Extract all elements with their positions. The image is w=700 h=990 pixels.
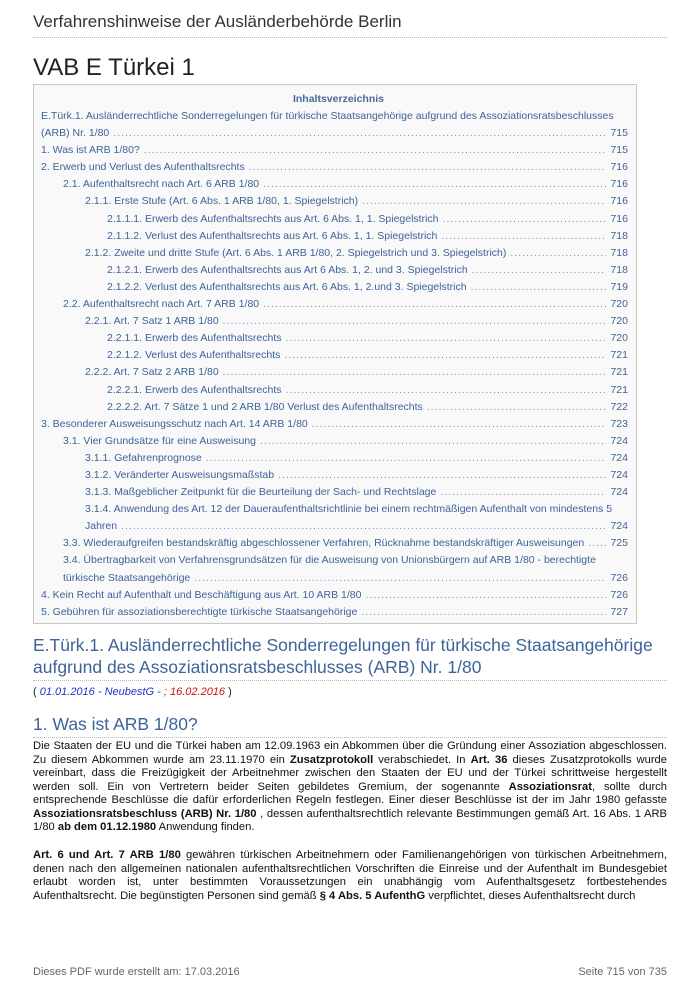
toc-leader-dots <box>260 433 606 450</box>
toc-entry[interactable] <box>41 176 636 193</box>
toc-leader-dots <box>206 450 607 467</box>
toc-entry-34[interactable] <box>41 570 636 587</box>
toc-leader-dots <box>588 535 606 552</box>
toc-entry-label: 2.2.2.2. Art. 7 Sätze 1 und 2 ARB 1/80 Verlust des Aufenthaltsrechts <box>107 400 423 413</box>
toc-entry[interactable] <box>41 313 636 330</box>
toc-leader-dots <box>440 484 606 501</box>
section-divider <box>33 680 667 681</box>
header-divider <box>33 37 667 38</box>
version-note <box>33 686 232 698</box>
toc-leader-dots <box>113 125 606 142</box>
version-open: ( <box>33 686 40 698</box>
toc-entry-page: 716 <box>610 195 628 208</box>
section-heading: E.Türk.1. Ausländerrechtliche Sonderregelungen für türkische Staatsangehörige aufgrund des Assoziationsratsbeschlusses (ARB) Nr. 1/80 <box>33 635 653 677</box>
bold-term: § 4 Abs. 5 AufenthG <box>319 889 426 902</box>
toc-leader-dots <box>144 142 607 159</box>
text-run: verabschiedet. In <box>373 753 471 766</box>
toc-entry-label: 2.2. Aufenthaltsrecht nach Art. 7 ARB 1/80 <box>63 298 260 311</box>
toc-entry-34-line1[interactable]: 3.4. Übertragbarkeit von Verfahrensgrundsätzen für die Ausweisung von Unionsbürgern auf ARB 1/80 - berechtigte <box>63 554 596 567</box>
toc-entry[interactable] <box>41 587 636 604</box>
toc-heading: Inhaltsverzeichnis <box>292 93 385 105</box>
toc-entry-label: 2.2.1.2. Verlust des Aufenthaltsrechts <box>107 349 281 362</box>
toc-leader-dots <box>286 330 607 347</box>
toc-leader-dots <box>471 279 607 296</box>
toc-entry-page: 721 <box>610 366 628 379</box>
toc-leader-dots <box>286 382 607 399</box>
toc-entry-etuerk1[interactable] <box>41 125 636 142</box>
toc-entry-label: 3.1.3. Maßgeblicher Zeitpunkt für die Beurteilung der Sach- und Rechtslage <box>85 486 437 499</box>
toc-entry-page: 724 <box>610 486 628 499</box>
toc-entry-page: 720 <box>610 315 628 328</box>
toc-entry-label: 2.2.2.1. Erwerb des Aufenthaltsrechts <box>107 383 282 396</box>
toc-entry-page: 715 <box>610 144 628 157</box>
toc-entry[interactable] <box>41 279 636 296</box>
toc-entry[interactable] <box>41 347 636 364</box>
toc-entry[interactable] <box>41 416 636 433</box>
text-run: Die Staaten der EU und die Türkei haben am 12.09.1963 ein Abkommen über die Gründung einer Assoziation abgeschlossen. Zu diesem Abkommen wurde am 23.11.1970 ein <box>33 740 667 766</box>
toc-entry-page: 716 <box>610 178 628 191</box>
toc-leader-dots <box>361 604 606 621</box>
toc-entry-page: 724 <box>610 520 628 533</box>
toc-leader-dots <box>441 228 606 245</box>
toc-entry[interactable] <box>41 262 636 279</box>
text-run: dieses Zusatzprotokolls wurde vereinbart, dass die Freizügigkeit der Arbeitnehmer zwischen den Staaten der EU und der Türkei schrittweise hergestellt werden soll. Ein von Vertretern beider Seiten gebildetes Gremium, der sogenannte <box>33 753 667 793</box>
toc-entry-page: 722 <box>610 400 628 413</box>
toc-leader-dots <box>194 570 606 587</box>
toc-entry[interactable] <box>41 433 636 450</box>
toc-leader-dots <box>121 518 606 535</box>
toc-entry[interactable] <box>41 399 636 416</box>
toc-entry[interactable] <box>41 535 636 552</box>
toc-entry-page: 724 <box>610 434 628 447</box>
toc-entry-label: (ARB) Nr. 1/80 <box>41 127 110 140</box>
text-run: , sollte durch entsprechende Beschlüsse die dafür erforderlichen Regeln festlegen. Einer dieser Beschlüsse ist der im Jahr 1980 gefasste <box>33 780 667 806</box>
toc-entry-label: 3.1.2. Veränderter Ausweisungsmaßstab <box>85 468 275 481</box>
toc-entry-label: 2.2.2. Art. 7 Satz 2 ARB 1/80 <box>85 366 219 379</box>
version-update-link[interactable]: ; 16.02.2016 <box>163 686 226 698</box>
toc-entry-page: 718 <box>610 263 628 276</box>
text-run: verpflichtet, dieses Aufenthaltsrecht durch <box>425 889 636 902</box>
toc-leader-dots <box>472 262 607 279</box>
toc-entry-etuerk1-line1[interactable]: E.Türk.1. Ausländerrechtliche Sonderregelungen für türkische Staatsangehörige aufgrund des Assoziationsratsbeschlusses <box>41 110 614 122</box>
toc-leader-dots <box>263 296 606 313</box>
toc-entry-page: 724 <box>610 451 628 464</box>
toc-entry-page: 719 <box>610 280 628 293</box>
table-of-contents <box>33 84 637 624</box>
toc-entry-page: 718 <box>610 229 628 242</box>
toc-entry[interactable] <box>41 142 636 159</box>
toc-entry[interactable] <box>41 330 636 347</box>
toc-entry-label: 4. Kein Recht auf Aufenthalt und Beschäftigung aus Art. 10 ARB 1/80 <box>41 588 362 601</box>
footer-page-number: Seite 715 von 735 <box>578 966 667 978</box>
bold-term: Art. 36 <box>470 753 508 766</box>
toc-entry-page: 723 <box>610 417 628 430</box>
toc-entry-label: 2.1.1.2. Verlust des Aufenthaltsrechts aus Art. 6 Abs. 1, 1. Spiegelstrich <box>107 229 438 242</box>
bold-term: Assoziationsratsbeschluss (ARB) Nr. 1/80 <box>33 807 257 820</box>
subsection-heading: 1. Was ist ARB 1/80? <box>33 714 198 734</box>
toc-entry-label: 2.1.1.1. Erwerb des Aufenthaltsrechts aus Art. 6 Abs. 1, 1. Spiegelstrich <box>107 212 439 225</box>
paragraph-2 <box>33 849 667 903</box>
toc-entry-label: 3. Besonderer Ausweisungsschutz nach Art. 14 ARB 1/80 <box>41 417 308 430</box>
toc-entry-page: 724 <box>610 468 628 481</box>
toc-leader-dots <box>223 313 607 330</box>
toc-entry-page: 715 <box>610 127 628 140</box>
toc-entry-page: 725 <box>610 537 628 550</box>
toc-entry[interactable] <box>41 604 636 621</box>
toc-leader-dots <box>278 467 606 484</box>
toc-entry-label: 2. Erwerb und Verlust des Aufenthaltsrechts <box>41 161 245 174</box>
toc-entry[interactable] <box>41 382 636 399</box>
toc-entry-label: 2.1.2.1. Erwerb des Aufenthaltsrechts aus Art 6 Abs. 1, 2. und 3. Spiegelstrich <box>107 263 468 276</box>
toc-leader-dots <box>365 587 606 604</box>
toc-leader-dots <box>362 193 606 210</box>
toc-entry-label: 3.1.1. Gefahrenprognose <box>85 451 202 464</box>
bold-term: Art. 6 und Art. 7 ARB 1/80 <box>33 849 181 861</box>
toc-entry-label: türkische Staatsangehörige <box>63 571 191 584</box>
toc-entry[interactable] <box>41 159 636 176</box>
toc-entry-label: 2.1.2. Zweite und dritte Stufe (Art. 6 Abs. 1 ARB 1/80, 2. Spiegelstrich und 3. Spiegelstrich) <box>85 246 507 259</box>
toc-entry[interactable] <box>41 228 636 245</box>
toc-entry-page: 727 <box>610 605 628 618</box>
toc-leader-dots <box>284 347 606 364</box>
toc-leader-dots <box>312 416 607 433</box>
toc-entry-page: 726 <box>610 571 628 584</box>
toc-entry[interactable] <box>41 296 636 313</box>
toc-entry-page: 716 <box>610 161 628 174</box>
toc-entry-314[interactable] <box>41 518 636 535</box>
toc-entry-label: 2.1.2.2. Verlust des Aufenthaltsrechts aus Art. 6 Abs. 1, 2.und 3. Spiegelstrich <box>107 280 467 293</box>
toc-entry-label: 2.2.1.1. Erwerb des Aufenthaltsrechts <box>107 332 282 345</box>
page-title: VAB E Türkei 1 <box>33 54 195 81</box>
version-close: ) <box>225 686 232 698</box>
toc-entry[interactable] <box>41 467 636 484</box>
bold-term: Zusatzprotokoll <box>289 753 374 766</box>
toc-entry-label: 1. Was ist ARB 1/80? <box>41 144 140 157</box>
toc-entry[interactable] <box>41 364 636 381</box>
toc-entry[interactable] <box>41 211 636 228</box>
toc-entry-page: 721 <box>610 349 628 362</box>
subsection-divider <box>33 737 667 738</box>
toc-entry-page: 720 <box>610 298 628 311</box>
toc-entry-page: 716 <box>610 212 628 225</box>
toc-entry-page: 721 <box>610 383 628 396</box>
toc-entry[interactable] <box>41 193 636 210</box>
toc-leader-dots <box>249 159 607 176</box>
toc-leader-dots <box>443 211 607 228</box>
toc-entry[interactable] <box>41 450 636 467</box>
toc-entry[interactable] <box>41 245 636 262</box>
toc-leader-dots <box>263 176 606 193</box>
bold-term: ab dem 01.12.1980 <box>57 821 157 833</box>
text-run: Anwendung finden. <box>156 821 255 833</box>
toc-leader-dots <box>223 364 607 381</box>
toc-leader-dots <box>427 399 607 416</box>
footer-created-date: Dieses PDF wurde erstellt am: 17.03.2016 <box>33 966 240 978</box>
document-header-title: Verfahrenshinweise der Ausländerbehörde Berlin <box>33 12 402 31</box>
toc-entry-label: Jahren <box>85 520 118 533</box>
text-run: gewähren türkischen Arbeitnehmern oder Familienangehörigen von türkischen Arbeitnehmern, denen nach den allgemeinen nationalen aufenthaltsrechtlichen Vorschriften die Einreise und der Aufenthalt im Bundesgebiet erlaubt worden ist, unter bestimmten Voraussetzungen ein unabhängig vom Aufenthaltsgesetz fortbestehendes Aufenthaltsrecht. Die begünstigten Personen sind gemäß <box>33 849 667 902</box>
version-date-link[interactable]: 01.01.2016 - NeubestG - <box>39 686 164 698</box>
toc-entry-label: 3.3. Wiederaufgreifen bestandskräftig abgeschlossener Verfahren, Rücknahme bestandskräftiger Ausweisungen <box>63 537 585 550</box>
text-run: , dessen aufenthaltsrechtlich relevante Bestimmungen gemäß Art. 16 Abs. 1 ARB 1/80 <box>33 807 667 833</box>
toc-entry-label: 2.1. Aufenthaltsrecht nach Art. 6 ARB 1/80 <box>63 178 260 191</box>
toc-leader-dots <box>510 245 606 262</box>
toc-entry-label: 5. Gebühren für assoziationsberechtigte türkische Staatsangehörige <box>41 605 358 618</box>
toc-entry-label: 2.1.1. Erste Stufe (Art. 6 Abs. 1 ARB 1/80, 1. Spiegelstrich) <box>85 195 359 208</box>
toc-entry-label: 2.2.1. Art. 7 Satz 1 ARB 1/80 <box>85 315 219 328</box>
toc-entry-label: 3.1. Vier Grundsätze für eine Ausweisung <box>63 434 257 447</box>
paragraph-1 <box>33 740 667 835</box>
toc-entry-page: 720 <box>610 332 628 345</box>
toc-entry-314-line1[interactable]: 3.1.4. Anwendung des Art. 12 der Daueraufenthaltsrichtlinie bei einem rechtmäßigen Aufenthalt von mindestens 5 <box>85 503 613 516</box>
toc-entry-page: 726 <box>610 588 628 601</box>
toc-entry[interactable] <box>41 484 636 501</box>
bold-term: Assoziationsrat <box>508 780 592 793</box>
toc-entry-page: 718 <box>610 246 628 259</box>
